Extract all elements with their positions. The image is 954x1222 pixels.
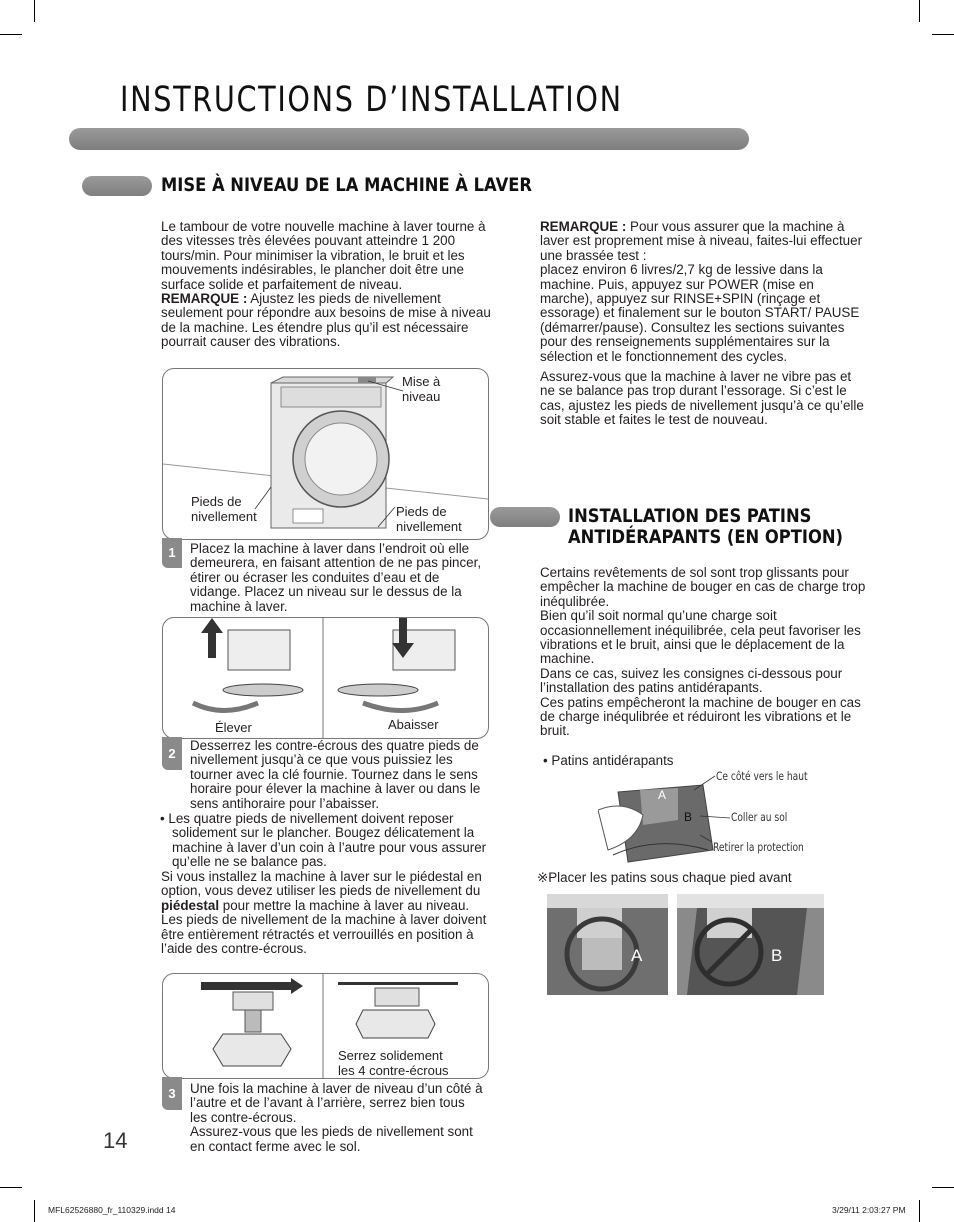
pedestal-text-before: Si vous installez la machine à laver sur le piédestal en option, vous devez utiliser les pieds de nivellement du	[161, 869, 482, 899]
section-heading-leveling: MISE À NIVEAU DE LA MACHINE À LAVER	[161, 174, 532, 196]
pads-text	[540, 566, 870, 739]
label-tighten	[338, 1048, 449, 1078]
photo-b-illustration	[677, 894, 824, 995]
pads-para3: Dans ce cas, suivez les consignes ci-dessous pour l’installation des patins antidérapants.	[540, 665, 843, 696]
note-label: REMARQUE :	[161, 291, 248, 307]
footer-file: MFL62526880_fr_110329.indd 14	[48, 1205, 176, 1215]
label-feet-right	[396, 504, 462, 534]
pads-para2: Bien qu’il soit normal qu’une charge soit occasionnellement inéquilibrée, cela peut favoriser les vibrations et le bruit, ainsi que le déplacement de la machine.	[540, 608, 861, 667]
photo-letter-a: A	[631, 946, 643, 965]
pedestal-text	[161, 870, 491, 956]
label-tighten-line1: Serrez solidement	[338, 1048, 443, 1063]
photo-letter-b: B	[771, 946, 783, 965]
right-note-line	[540, 220, 865, 263]
section-pill	[82, 176, 152, 196]
page-number: 14	[103, 1128, 128, 1153]
step-2-badge: 2	[162, 737, 182, 770]
step-3-text-2: Assurez-vous que les pieds de nivellement sont en contact ferme avec le sol.	[190, 1124, 473, 1154]
label-feet-left	[191, 494, 257, 524]
label-level-line1: Mise à	[402, 374, 441, 389]
label-raise: Élever	[215, 720, 252, 735]
pad-label-stick: Coller au sol	[731, 810, 788, 824]
pad-leader-lines	[690, 770, 735, 850]
intro-note	[161, 292, 491, 350]
page-title: INSTRUCTIONS D’INSTALLATION	[120, 80, 623, 120]
pad-letter-a: A	[658, 788, 667, 802]
title-bar	[69, 128, 749, 150]
footer-date: 3/29/11 2:03:27 PM	[832, 1205, 906, 1215]
step-3-text	[190, 1082, 485, 1154]
pad-label-peel: Retirer la protection	[713, 840, 804, 854]
label-feet-left-line1: Pieds de	[191, 494, 242, 509]
right-note	[540, 220, 865, 428]
photo-a-illustration	[547, 894, 668, 995]
label-feet-left-line2: nivellement	[191, 509, 257, 524]
pads-para1: Certains revêtements de sol sont trop glissants pour empêcher la machine de bouger en cas de charge trop inéqulibrée.	[540, 565, 866, 609]
step-3-text-1: Une fois la machine à laver de niveau d’un côté à l’autre et de l’avant à l’arrière, serrez bien tous les contre-écrous.	[190, 1081, 483, 1125]
step-2-text: Desserrez les contre-écrous des quatre pieds de nivellement jusqu’à ce que vous puissiez les tourner avec la clé fournie. Tournez dans le sens horaire pour élever la machine à laver ou dans le sens antihoraire pour l’abaisser.	[190, 738, 481, 811]
label-tighten-line2: les 4 contre-écrous	[338, 1063, 449, 1078]
label-feet-right-line2: nivellement	[396, 519, 462, 534]
photo-pad-correct	[547, 894, 668, 995]
step-1-badge: 1	[162, 538, 182, 568]
step-3-badge: 3	[162, 1077, 182, 1110]
section-pill-2	[490, 507, 560, 527]
note-text: Ajustez les pieds de nivellement seulement pour répondre aux besoins de mise à niveau de la machine. Les étendre plus qu’il est nécessaire pourrait causer des vibrations.	[161, 291, 491, 350]
pads-para4: Ces patins empêcheront la machine de bouger en cas de charge inéqulibrée et réduiront les vibrations et le bruit.	[540, 694, 861, 739]
intro-text	[161, 220, 491, 350]
right-note-text2: placez environ 6 livres/2,7 kg de lessive dans la machine. Puis, appuyez sur POWER (mise en marche), appuyez sur RINSE+SPIN (rinçage et essorage) et finalement sur le bouton START/ PAUSE (démarrer/pause). Consultez les sections suivantes pour des renseignements supplémentaires sur la sélection et le fonctionnement des cycles.	[540, 262, 860, 364]
pad-letter-b: B	[684, 810, 693, 824]
place-note: ※Placer les patins sous chaque pied avant	[537, 870, 792, 885]
right-note-label: REMARQUE :	[540, 219, 627, 234]
section-heading-pads-line1: INSTALLATION DES PATINS	[568, 505, 812, 527]
label-level-line2: niveau	[402, 389, 441, 404]
step-1-text: Placez la machine à laver dans l’endroit où elle demeurera, en faisant attention de ne pas pincer, étirer ou écraser les conduites d’eau et de vidange. Placez un niveau sur le dessus de la machine à laver.	[190, 541, 482, 614]
right-note-para2: Assurez-vous que la machine à laver ne vibre pas et ne se balance pas trop durant l’essorage. Si c’est le cas, ajustez les pieds de nivellement jusqu’à ce qu’elle soit stable et faites le test de nouveau.	[540, 369, 864, 428]
right-note-text: Pour vous assurer que la machine à laver est proprement mise à niveau, faites-lui effectuer une brassée test :	[540, 219, 863, 263]
bullet-four-feet: • Les quatre pieds de nivellement doivent reposer solidement sur le plancher. Bougez délicatement la machine à laver d’un coin à l’autre pour vous assurer qu’elle ne se balance pas.	[160, 811, 487, 870]
figure-raise-lower	[162, 617, 489, 739]
pedestal-text-after: pour mettre la machine à laver au niveau. Les pieds de nivellement de la machine à laver doivent être entièrement rétractés et verrouillés en position à l’aide des contre-écrous.	[161, 897, 487, 957]
pedestal-bold: piédestal	[161, 897, 220, 913]
section-heading-pads	[568, 506, 843, 548]
section-heading-pads-line2: ANTIDÉRAPANTS (EN OPTION)	[568, 526, 844, 548]
label-lower: Abaisser	[388, 717, 439, 732]
pads-bullet: • Patins antidérapants	[543, 753, 674, 768]
label-feet-right-line1: Pieds de	[396, 504, 447, 519]
photo-pad-incorrect	[677, 894, 824, 995]
raise-lower-illustration	[163, 618, 488, 738]
intro-paragraph: Le tambour de votre nouvelle machine à laver tourne à des vitesses très élevées pouvant atteindre 1 200 tours/min. Pour minimiser la vibration, le bruit et les mouvements indésirables, le plancher doit être une surface solide et parfaitement de niveau.	[161, 219, 486, 292]
pad-label-top: Ce côté vers le haut	[716, 769, 808, 783]
label-level	[402, 374, 440, 404]
